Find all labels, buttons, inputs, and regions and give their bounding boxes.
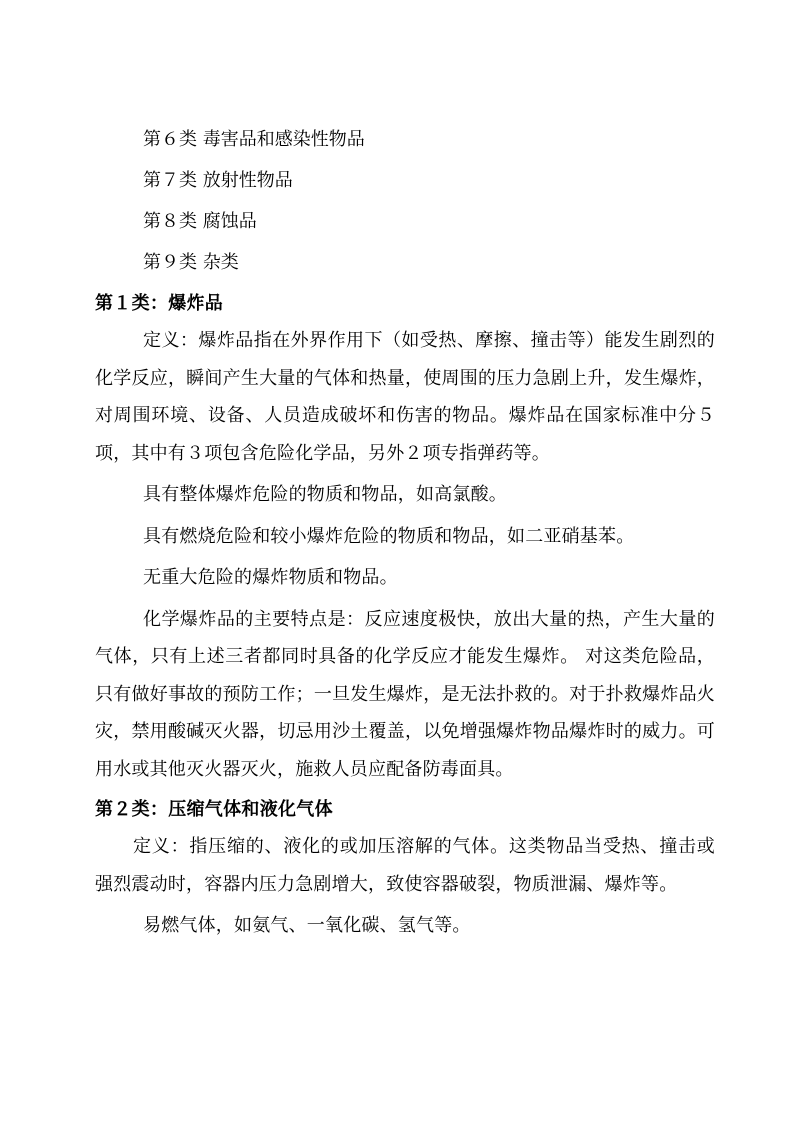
- gases-definition-paragraph: 定义：指压缩的、液化的或加压溶解的气体。这类物品当受热、撞击或强烈震动时，容器内压力急剧增大，致使容器破裂，物质泄漏、爆炸等。: [95, 836, 715, 895]
- list-item-category-9: 第９类 杂类: [143, 252, 239, 273]
- explosives-features-paragraph: 化学爆炸品的主要特点是：反应速度极快，放出大量的热，产生大量的气体，只有上述三者都同时具备的化学反应才能发生爆炸。 对这类危险品，只有做好事故的预防工作；一旦发生爆炸，是无法扑救的。对于扑救爆炸品火灾，禁用酸碱灭火器，切忌用沙土覆盖，以免增强爆炸物品爆炸时的威力。可用水或其他灭火器灭火，施救人员应配备防毒面具。: [95, 608, 715, 780]
- document-page: [95, 122, 715, 949]
- explosives-item-2: 具有燃烧危险和较小爆炸危险的物质和物品，如二亚硝基苯。: [143, 525, 635, 547]
- list-item-category-7: 第７类 放射性物品: [143, 170, 293, 191]
- section-heading-gases: 第２类：压缩气体和液化气体: [95, 799, 333, 820]
- list-item-category-6: 第６类 毒害品和感染性物品: [143, 129, 365, 150]
- category-list: [95, 122, 715, 281]
- section-heading-explosives: 第１类：爆炸品: [95, 293, 224, 314]
- gases-item-1: 易燃气体，如氨气、一氧化碳、氢气等。: [143, 915, 471, 936]
- list-item-category-8: 第８类 腐蚀品: [143, 211, 257, 232]
- explosives-item-3: 无重大危险的爆炸物质和物品。: [143, 567, 398, 588]
- explosives-item-1: 具有整体爆炸危险的物质和物品，如高氯酸。: [143, 484, 507, 505]
- explosives-definition-paragraph: 定义：爆炸品指在外界作用下（如受热、摩擦、撞击等）能发生剧烈的化学反应，瞬间产生大量的气体和热量，使周围的压力急剧上升，发生爆炸，对周围环境、设备、人员造成破坏和伤害的物品。爆炸品在国家标准中分５项，其中有３项包含危险化学品，另外２项专指弹药等。: [95, 330, 715, 464]
